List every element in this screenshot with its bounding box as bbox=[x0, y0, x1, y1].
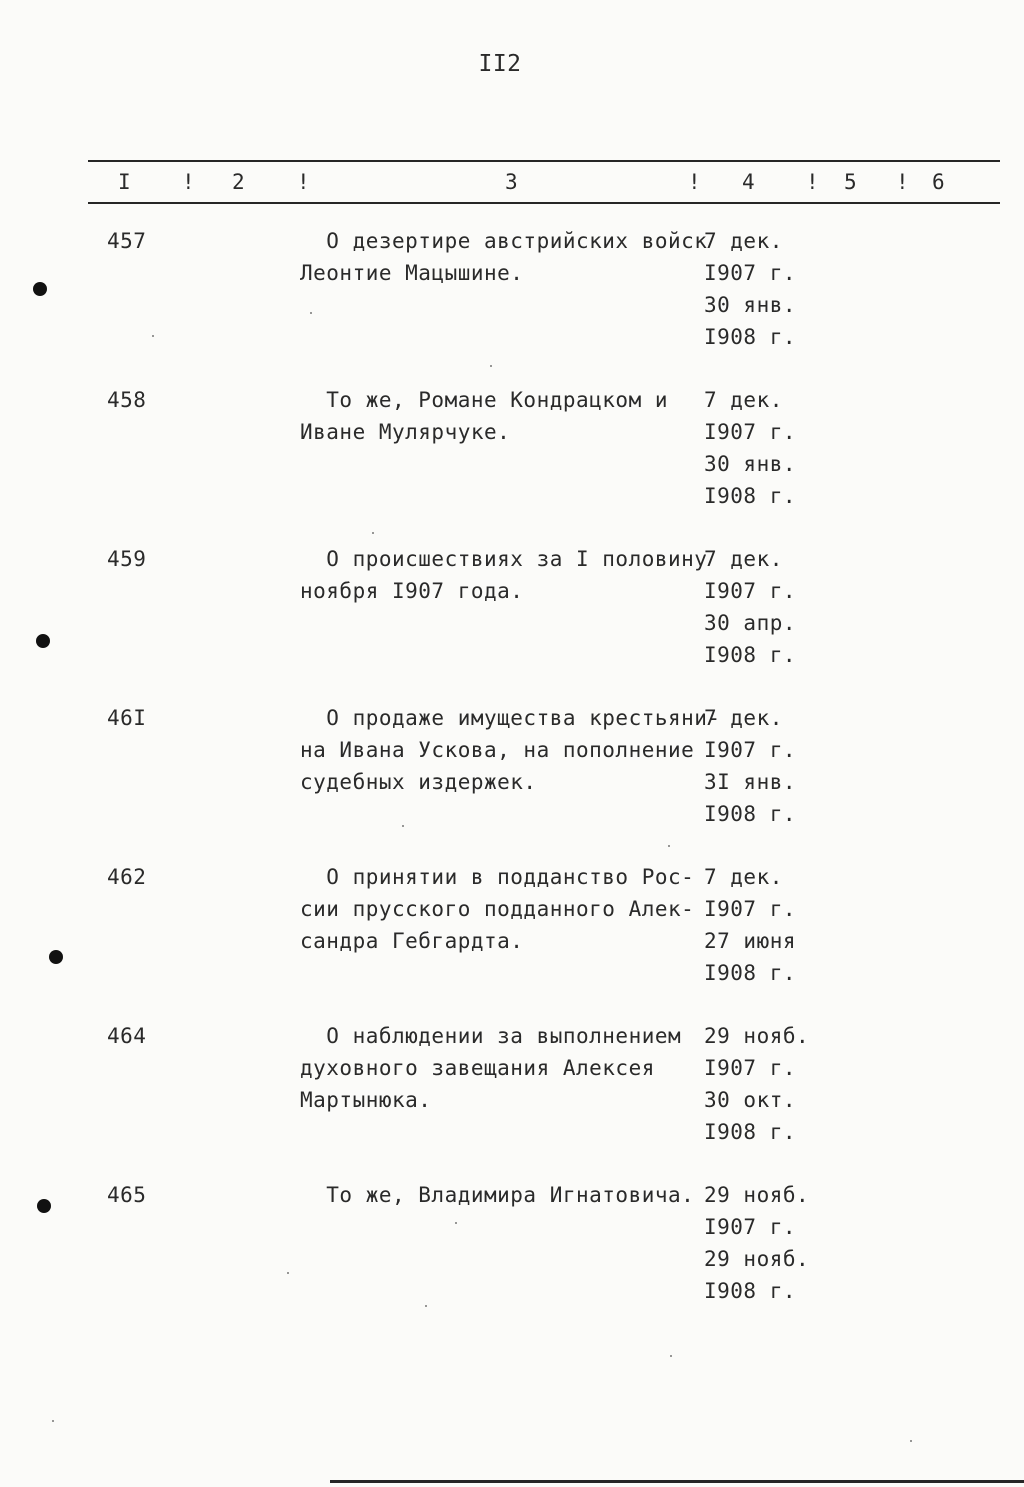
description-line: О происшествиях за I половину bbox=[300, 547, 708, 571]
description-line: О принятии в подданство Рос- bbox=[300, 865, 695, 889]
description-line: ноября I907 года. bbox=[300, 579, 524, 603]
scan-speck bbox=[455, 1222, 457, 1224]
description-line: Мартынюка. bbox=[300, 1088, 432, 1112]
scan-speck bbox=[490, 365, 492, 367]
item-description bbox=[300, 384, 700, 448]
table-header-bottom-rule bbox=[88, 202, 1000, 204]
date-line: I907 г. bbox=[704, 261, 797, 285]
description-line: О продаже имущества крестьяни- bbox=[300, 706, 721, 730]
date-line: I908 г. bbox=[704, 1279, 797, 1303]
date-line: 7 дек. bbox=[704, 706, 783, 730]
item-dates bbox=[704, 384, 834, 512]
punch-hole bbox=[36, 634, 50, 648]
scan-speck bbox=[910, 1440, 912, 1442]
date-line: I907 г. bbox=[704, 738, 797, 762]
table-top-rule bbox=[88, 160, 1000, 162]
item-dates bbox=[704, 225, 834, 353]
date-line: 7 дек. bbox=[704, 388, 783, 412]
description-line: сии прусского подданного Алек- bbox=[300, 897, 695, 921]
scan-speck bbox=[287, 1272, 289, 1274]
scan-speck bbox=[372, 532, 374, 534]
punch-hole bbox=[33, 282, 47, 296]
column-header-2: 2 bbox=[232, 170, 246, 194]
description-line: сандра Гебгардта. bbox=[300, 929, 524, 953]
date-line: 29 нояб. bbox=[704, 1024, 810, 1048]
item-number: 457 bbox=[107, 229, 147, 253]
date-line: I907 г. bbox=[704, 897, 797, 921]
page-footer-rule bbox=[330, 1480, 1024, 1483]
date-line: I907 г. bbox=[704, 1215, 797, 1239]
date-line: I907 г. bbox=[704, 1056, 797, 1080]
scan-speck bbox=[402, 825, 404, 827]
item-description bbox=[300, 702, 721, 798]
punch-hole bbox=[49, 950, 63, 964]
scan-speck bbox=[668, 845, 670, 847]
description-line: О дезертире австрийских войск bbox=[300, 229, 708, 253]
date-line: I907 г. bbox=[704, 579, 797, 603]
column-separator: ! bbox=[688, 170, 702, 194]
description-line: судебных издержек. bbox=[300, 770, 537, 794]
table-header bbox=[0, 166, 1024, 198]
date-line: I908 г. bbox=[704, 643, 797, 667]
description-line: Леонтие Мацышине. bbox=[300, 261, 524, 285]
scan-speck bbox=[152, 335, 154, 337]
punch-hole bbox=[37, 1199, 51, 1213]
item-number: 46I bbox=[107, 706, 147, 730]
item-number: 465 bbox=[107, 1183, 147, 1207]
description-line: То же, Владимира Игнатовича. bbox=[300, 1183, 695, 1207]
item-dates bbox=[704, 861, 834, 989]
date-line: 3I янв. bbox=[704, 770, 797, 794]
item-dates bbox=[704, 1020, 834, 1148]
column-separator: ! bbox=[806, 170, 820, 194]
date-line: 29 нояб. bbox=[704, 1247, 810, 1271]
date-line: I908 г. bbox=[704, 802, 797, 826]
item-number: 459 bbox=[107, 547, 147, 571]
item-dates bbox=[704, 543, 834, 671]
date-line: 30 апр. bbox=[704, 611, 797, 635]
date-line: I908 г. bbox=[704, 325, 797, 349]
description-line: духовного завещания Алексея bbox=[300, 1056, 655, 1080]
item-description bbox=[300, 225, 708, 289]
item-dates bbox=[704, 1179, 834, 1307]
description-line: Иване Мулярчуке. bbox=[300, 420, 511, 444]
column-header-5: 5 bbox=[844, 170, 858, 194]
date-line: I908 г. bbox=[704, 1120, 797, 1144]
scan-speck bbox=[52, 1420, 54, 1422]
column-separator: ! bbox=[182, 170, 196, 194]
date-line: 7 дек. bbox=[704, 865, 783, 889]
item-description bbox=[300, 543, 708, 607]
date-line: I907 г. bbox=[704, 420, 797, 444]
scan-speck bbox=[670, 1355, 672, 1357]
item-description bbox=[300, 1179, 700, 1211]
date-line: 30 янв. bbox=[704, 452, 797, 476]
column-separator: ! bbox=[896, 170, 910, 194]
item-dates bbox=[704, 702, 834, 830]
description-line: О наблюдении за выполнением bbox=[300, 1024, 682, 1048]
item-number: 464 bbox=[107, 1024, 147, 1048]
column-header-6: 6 bbox=[932, 170, 946, 194]
date-line: I908 г. bbox=[704, 961, 797, 985]
date-line: 29 нояб. bbox=[704, 1183, 810, 1207]
column-header-4: 4 bbox=[742, 170, 756, 194]
date-line: 27 июня bbox=[704, 929, 797, 953]
date-line: I908 г. bbox=[704, 484, 797, 508]
scan-speck bbox=[425, 1305, 427, 1307]
column-header-1: I bbox=[118, 170, 132, 194]
item-description bbox=[300, 1020, 700, 1116]
date-line: 30 окт. bbox=[704, 1088, 797, 1112]
item-number: 462 bbox=[107, 865, 147, 889]
description-line: на Ивана Ускова, на пополнение bbox=[300, 738, 695, 762]
item-number: 458 bbox=[107, 388, 147, 412]
date-line: 30 янв. bbox=[704, 293, 797, 317]
page-number: II2 bbox=[478, 51, 522, 77]
date-line: 7 дек. bbox=[704, 229, 783, 253]
column-header-3: 3 bbox=[505, 170, 519, 194]
scan-speck bbox=[310, 312, 312, 314]
column-separator: ! bbox=[297, 170, 311, 194]
item-description bbox=[300, 861, 700, 957]
date-line: 7 дек. bbox=[704, 547, 783, 571]
description-line: То же, Романе Кондрацком и bbox=[300, 388, 669, 412]
